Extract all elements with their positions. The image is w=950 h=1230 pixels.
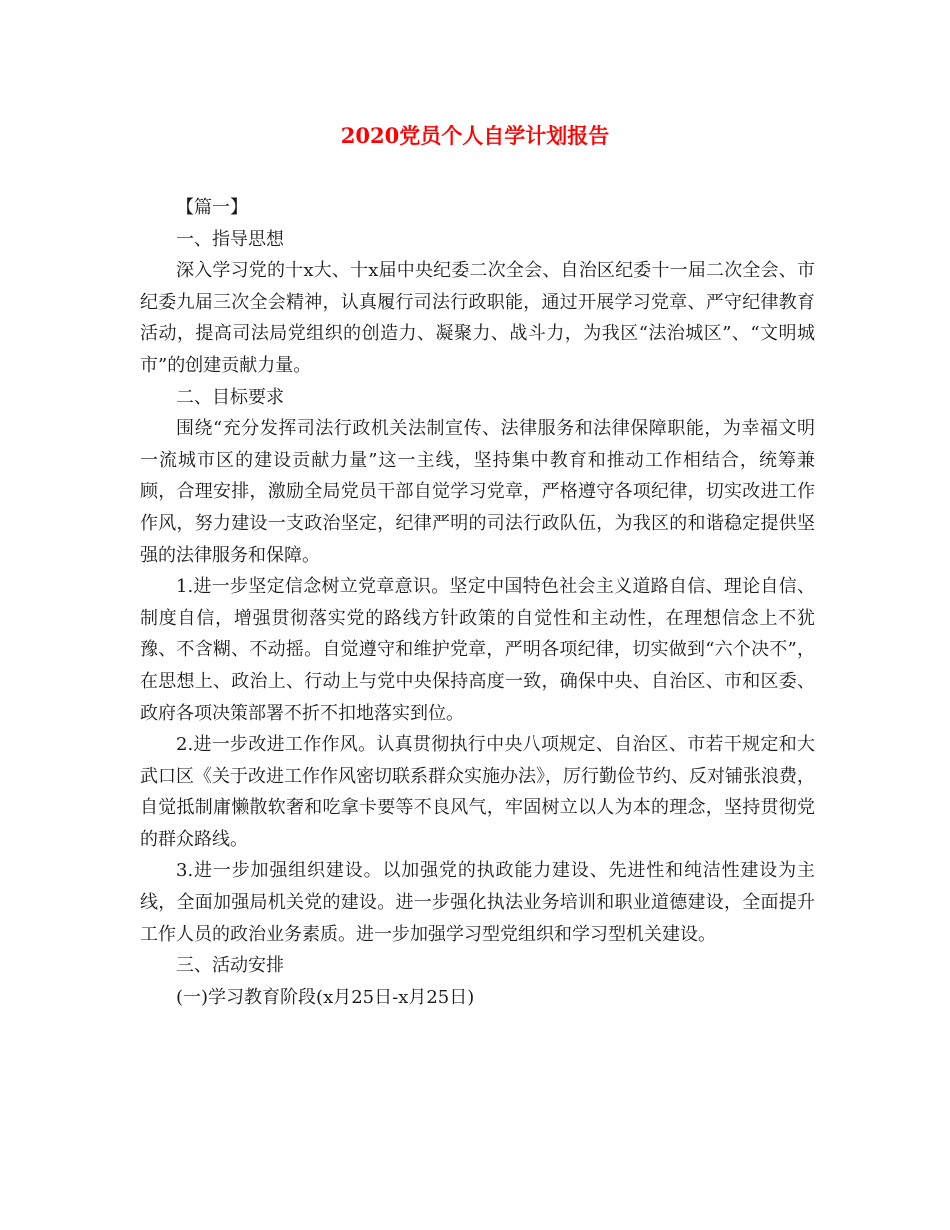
document-body	[140, 192, 815, 1013]
paragraph-goals: 围绕“充分发挥司法行政机关法制宣传、法律服务和法律保障职能，为幸福文明一流城市区的建设贡献力量”这一主线，坚持集中教育和推动工作相结合，统筹兼顾，合理安排，激励全局党员干部自觉学习党章，严格遵守各项纪律，切实改进工作作风，努力建设一支政治坚定，纪律严明的司法行政队伍，为我区的和谐稳定提供坚强的法律服务和保障。	[140, 418, 815, 566]
paragraph-item-3: 3.进一步加强组织建设。以加强党的执政能力建设、先进性和纯洁性建设为主线，全面加强局机关党的建设。进一步强化执法业务培训和职业道德建设，全面提升工作人员的政治业务素质。进一步加强学习型党组织和学习型机关建设。	[140, 860, 815, 945]
paragraph-item-2: 2.进一步改进工作作风。认真贯彻执行中央八项规定、自治区、市若干规定和大武口区《关于改进工作作风密切联系群众实施办法》，厉行勤俭节约、反对铺张浪费，自觉抵制庸懒散软奢和吃拿卡要等不良风气，牢固树立以人为本的理念，坚持贯彻党的群众路线。	[140, 734, 815, 850]
document-title: 2020党员个人自学计划报告	[340, 123, 610, 148]
section-heading-goals: 二、目标要求	[176, 386, 284, 408]
paragraph-item-1: 1.进一步坚定信念树立党章意识。坚定中国特色社会主义道路自信、理论自信、制度自信，增强贯彻落实党的路线方针政策的自觉性和主动性，在理想信念上不犹豫、不含糊、不动摇。自觉遵守和维护党章，严明各项纪律，切实做到“六个决不”，在思想上、政治上、行动上与党中央保持高度一致，确保中央、自治区、市和区委、政府各项决策部署不折不扣地落实到位。	[140, 576, 815, 724]
paragraph-guiding-thought: 深入学习党的十x大、十x届中央纪委二次全会、自治区纪委十一届二次全会、市纪委九届三次全会精神，认真履行司法行政职能，通过开展学习党章、严守纪律教育活动，提高司法局党组织的创造力、凝聚力、战斗力，为我区“法治城区”、“文明城市”的创建贡献力量。	[140, 260, 815, 376]
subsection-heading-study-phase: (一)学习教育阶段(x月25日-x月25日)	[176, 986, 475, 1008]
section-heading-activities: 三、活动安排	[176, 955, 284, 977]
section-heading-guiding-thought: 一、指导思想	[176, 228, 284, 250]
section-marker: 【篇一】	[176, 197, 248, 218]
